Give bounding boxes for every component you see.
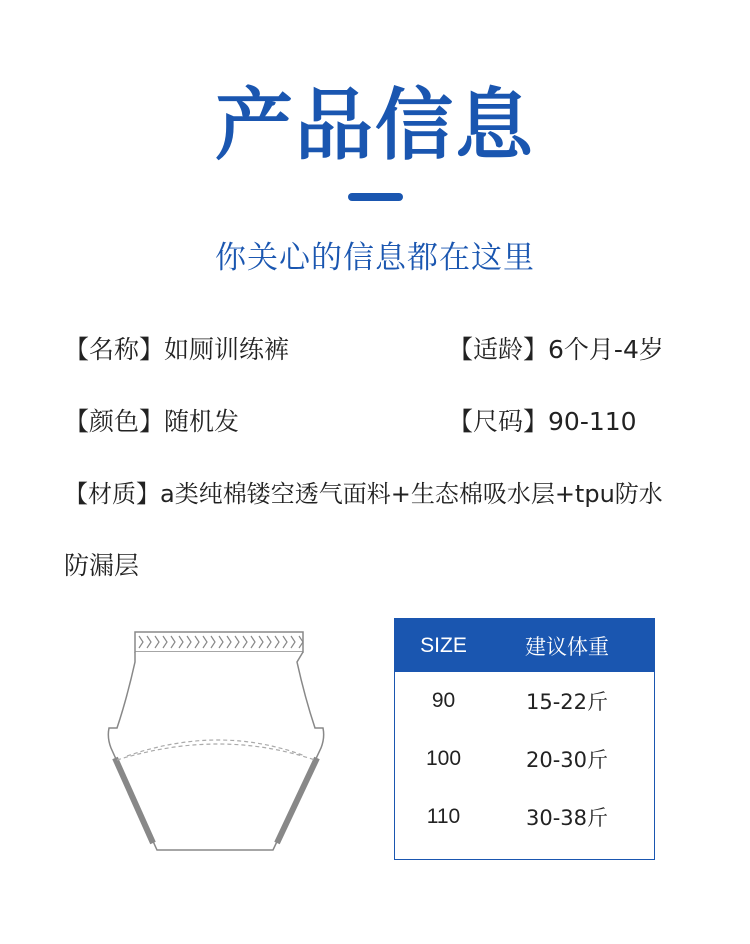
- info-size-value: 90-110: [548, 407, 637, 436]
- table-row: [395, 788, 654, 846]
- info-size-label: 【尺码】: [448, 407, 549, 436]
- size-cell: 110: [426, 805, 461, 828]
- info-age-label: 【适龄】: [448, 335, 549, 364]
- size-table: [394, 618, 655, 860]
- size-cell: 90: [431, 689, 456, 712]
- info-age: [448, 334, 664, 366]
- title-underline: [348, 193, 403, 201]
- info-material: [64, 478, 663, 510]
- training-pants-icon: [105, 628, 335, 860]
- weight-cell: 15-22斤: [525, 690, 609, 714]
- info-material-label: 【材质】: [64, 480, 160, 508]
- info-name-value: 如厕训练裤: [164, 335, 290, 364]
- page-title: 产品信息: [214, 81, 535, 171]
- table-row: [395, 730, 654, 788]
- info-name: [64, 334, 289, 366]
- size-cell: 100: [425, 747, 462, 770]
- info-age-value: 6个月-4岁: [548, 335, 664, 364]
- page-subtitle: 你关心的信息都在这里: [215, 240, 535, 276]
- size-table-header-size: SIZE: [420, 633, 467, 657]
- size-table-header-weight: 建议体重: [525, 634, 609, 659]
- info-size: [448, 406, 637, 438]
- info-color: [64, 406, 239, 438]
- info-name-label: 【名称】: [64, 335, 165, 364]
- table-row: [395, 672, 654, 730]
- info-material-value-continued: 防漏层: [64, 551, 140, 580]
- info-material-value: a类纯棉镂空透气面料+生态棉吸水层+tpu防水: [160, 480, 663, 508]
- weight-cell: 30-38斤: [525, 806, 609, 830]
- size-table-header: [395, 619, 654, 672]
- info-color-label: 【颜色】: [64, 407, 165, 436]
- weight-cell: 20-30斤: [525, 748, 609, 772]
- info-color-value: 随机发: [164, 407, 240, 436]
